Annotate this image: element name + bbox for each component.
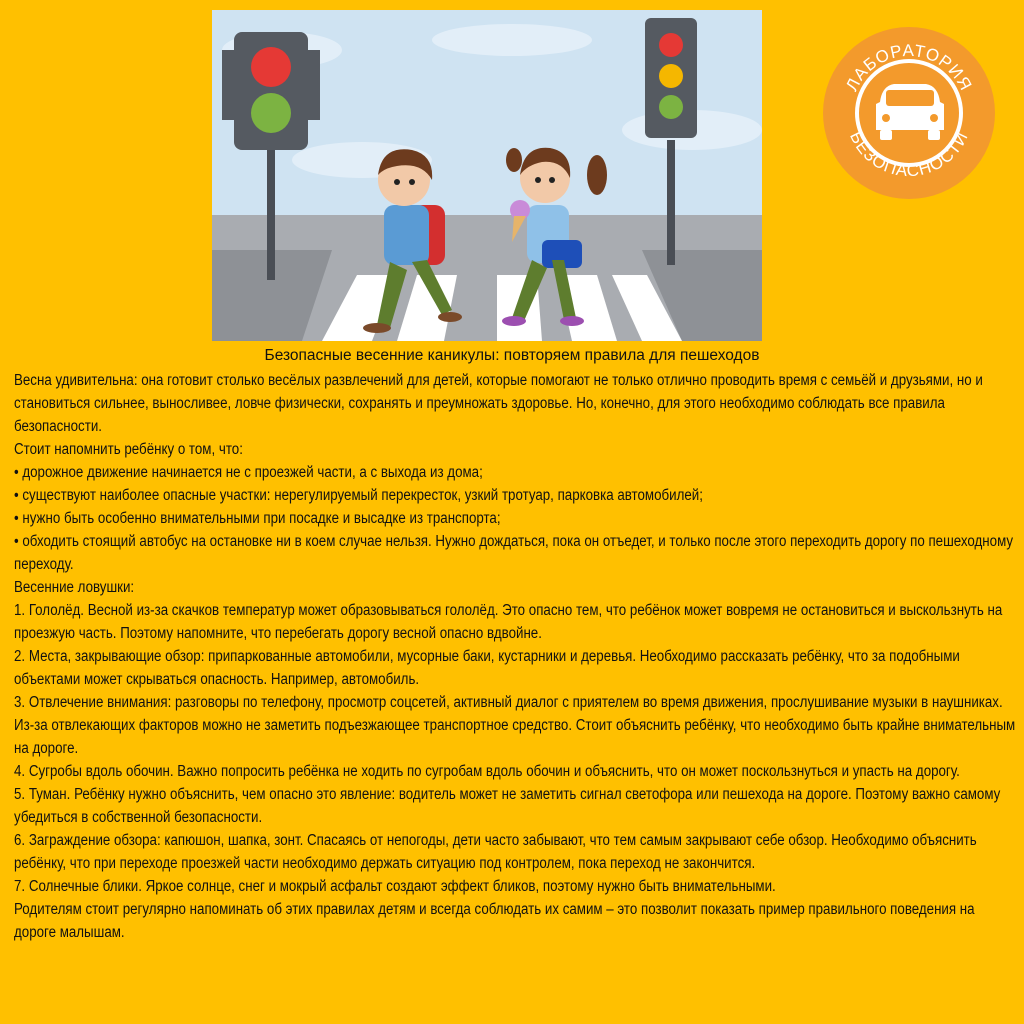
logo-bottom-text: БЕЗОПАСНОСТИ — [846, 128, 972, 181]
paragraph: Родителям стоит регулярно напоминать об этих правилах детям и всегда соблюдать их самим – это позволит показать пример правильного поведения на дороге малышам. — [14, 901, 975, 941]
paragraph: 3. Отвлечение внимания: разговоры по телефону, просмотр соцсетей, активный диалог с приятелем во время движения, прослушивание музыки в наушниках. Из-за отвлекающих факторов можно не заметить подъезжающее транспортное средство. Стоит объяснить ребёнку, что необходимо быть крайне внимательным на дороге. — [14, 694, 1016, 757]
paragraph: 1. Гололёд. Весной из-за скачков температур может образовываться гололёд. Это опасно тем, что ребёнок может вовремя не остановиться и выскользнуть на проезжую часть. Поэтому напомните, что перебегать дорогу весной опасно вдвойне. — [14, 602, 1003, 642]
paragraph: 2. Места, закрывающие обзор: припаркованные автомобили, мусорные баки, кустарники и деревья. Необходимо рассказать ребёнку, что за подобными объектами может скрываться опасность. Например, автомобиль. — [14, 648, 960, 688]
page-title: Безопасные весенние каникулы: повторяем правила для пешеходов — [264, 347, 760, 364]
laboratory-safety-logo — [822, 26, 996, 200]
paragraph: • нужно быть особенно внимательными при посадке и высадке из транспорта; — [14, 510, 501, 527]
article-body — [14, 369, 1020, 944]
paragraph: • дорожное движение начинается не с проезжей части, а с выхода из дома; — [14, 464, 483, 481]
paragraph: Весна удивительна: она готовит столько весёлых развлечений для детей, которые помогают не только отлично проводить время с семьёй и друзьями, но и становиться сильнее, выносливее, ловче физически, сохранять и преумножать здоровье. Но, конечно, для этого необходимо соблюдать все правила безопасности. — [14, 372, 983, 435]
paragraph: • существуют наиболее опасные участки: нерегулируемый перекресток, узкий тротуар, парковка автомобилей; — [14, 487, 703, 504]
paragraph: 7. Солнечные блики. Яркое солнце, снег и мокрый асфальт создают эффект бликов, поэтому нужно быть внимательными. — [14, 878, 776, 895]
paragraph: 4. Сугробы вдоль обочин. Важно попросить ребёнка не ходить по сугробам вдоль обочин и объяснить, что он может поскользнуться и упасть на дорогу. — [14, 763, 960, 780]
paragraph: Стоит напомнить ребёнку о том, что: — [14, 441, 243, 458]
paragraph: • обходить стоящий автобус на остановке ни в коем случае нельзя. Нужно дождаться, пока он отъедет, и только после этого переходить дорогу по пешеходному переходу. — [14, 533, 1014, 573]
crossing-illustration — [212, 10, 762, 341]
paragraph: 6. Заграждение обзора: капюшон, шапка, зонт. Спасаясь от непогоды, дети часто забывают, что тем самым закрывают себе обзор. Необходимо объяснить ребёнку, что при переходе проезжей части необходимо держать ситуацию под контролем, пока переход не закончится. — [14, 832, 977, 872]
paragraph: 5. Туман. Ребёнку нужно объяснить, чем опасно это явление: водитель может не заметить сигнал светофора или пешехода на дороге. Поэтому важно самому убедиться в собственной безопасности. — [14, 786, 1001, 826]
paragraph: Весенние ловушки: — [14, 579, 135, 596]
logo-top-text: ЛАБОРАТОРИЯ — [842, 40, 976, 95]
